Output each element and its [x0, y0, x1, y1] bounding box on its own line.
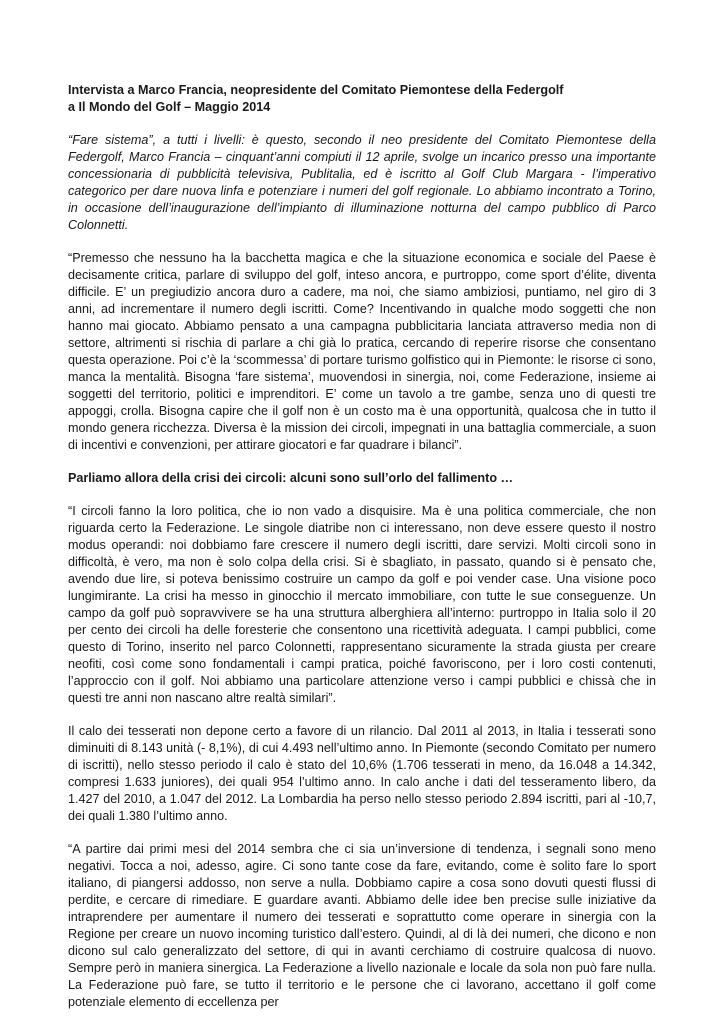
title-line-1: Intervista a Marco Francia, neopresidente del Comitato Piemontese della Federgolf — [68, 83, 564, 97]
answer-paragraph-2: “I circoli fanno la loro politica, che io non vado a disquisire. Ma è una politica commerciale, che non riguarda certo la Federazione. Le singole diatribe non ci interessano, non deve essere questo il nostro modus operandi: noi dobbiamo fare crescere il numero degli iscritti, dare servizi. Molti circoli sono in difficoltà, è vero, ma non è solo colpa della crisi. Si è sbagliato, in passato, quando si è pensato che, avendo due lire, si poteva benissimo costruire un campo da golf e poi vender case. Una visione poco lungimirante. La crisi ha messo in ginocchio il mercato immobiliare, con tutte le sue conseguenze. Un campo da golf può sopravvivere se ha una struttura alberghiera all’interno: purtroppo in Italia solo il 20 per cento dei circoli ha delle foresterie che consentono una ricettività adeguata. I campi pubblici, come questo di Torino, inserito nel parco Colonnetti, rappresentano sicuramente la strada giusta per creare neofiti, così come sono fondamentali i campi pratica, poiché favoriscono, per i loro costi contenuti, l’approccio con il golf. Noi abbiamo una particolare attenzione verso i campi pubblici e chissà che in questi tre anni non nascano altre realtà similari”. — [68, 504, 656, 705]
intro-paragraph: “Fare sistema”, a tutti i livelli: è questo, secondo il neo presidente del Comitato Piemontese della Federgolf, Marco Francia – cinquant’anni compiuti il 12 aprile, svolge un incarico presso una importante concessionaria di pubblicità televisiva, Publitalia, ed è iscritto al Golf Club Margara - l’imperativo categorico per dare nuova linfa e potenziare i numeri del golf regionale. Lo abbiamo incontrato a Torino, in occasione dell’inaugurazione dell’impianto di illuminazione notturna del campo pubblico di Parco Colonnetti. — [68, 133, 656, 232]
answer-paragraph-3: “A partire dai primi mesi del 2014 sembra che ci sia un’inversione di tendenza, i segnali sono meno negativi. Tocca a noi, adesso, agire. Ci sono tante cose da fare, evitando, come è solito fare lo sport italiano, di piangersi addosso, non serve a nulla. Dobbiamo capire a cosa sono dovuti questi flussi di perdite, e cercare di rimediare. E guardare avanti. Abbiamo delle idee ben precise sulle iniziative da intraprendere per aumentare il numero dei tesserati e soprattutto come operare in sinergia con la Regione per creare un nuovo incoming turistico dall’estero. Quindi, al di là dei numeri, che dicono e non dicono sul calo generalizzato del settore, di qui in avanti cerchiamo di costruire qualcosa di nuovo. Sempre però in maniera sinergica. La Federazione a livello nazionale e locale da sola non può fare nulla. La Federazione può fare, se tutto il territorio e le persone che ci lavorano, accettano il golf come potenziale elemento di eccellenza per — [68, 842, 656, 1009]
answer-paragraph-1: “Premesso che nessuno ha la bacchetta magica e che la situazione economica e sociale del Paese è decisamente critica, parlare di sviluppo del golf, inteso ancora, e purtroppo, come sport d’élite, diventa difficile. E’ un pregiudizio ancora duro a cadere, ma noi, che siamo ambiziosi, puntiamo, nel giro di 3 anni, ad incrementare il numero degli iscritti. Come? Incentivando in qualche modo soggetti che non hanno mai giocato. Abbiamo pensato a una campagna pubblicitaria lanciata attraverso media non di settore, altrimenti si rischia di parlare a chi già lo pratica, cercando di reperire risorse che consentano questa operazione. Poi c’è la ‘scommessa’ di portare turismo golfistico qui in Piemonte: le risorse ci sono, manca la mentalità. Bisogna ‘fare sistema’, muovendosi in sinergia, noi, come Federazione, insieme ai soggetti del territorio, politici e imprenditori. E’ come un tavolo a tre gambe, senza uno di questi tre appoggi, crolla. Bisogna capire che il golf non è un costo ma è una opportunità, qualcosa che in tutto il mondo genera ricchezza. Diversa è la mission dei circoli, impegnati in una battaglia commerciale, a suon di incentivi e convenzioni, per attirare giocatori e far quadrare i bilanci”. — [68, 251, 656, 452]
document-page — [68, 82, 656, 1027]
statistics-paragraph: Il calo dei tesserati non depone certo a favore di un rilancio. Dal 2011 al 2013, in Italia i tesserati sono diminuiti di 8.143 unità (- 8,1%), di cui 4.493 nell’ultimo anno. In Piemonte (secondo Comitato per numero di iscritti), nello stesso periodo il calo è stato del 10,6% (1.706 tesserati in meno, da 16.048 a 14.342, compresi 1.633 juniores), dei quali 954 l’ultimo anno. In calo anche i dati del tesseramento libero, da 1.427 del 2010, a 1.047 del 2012. La Lombardia ha perso nello stesso periodo 2.894 iscritti, pari al -10,7, dei quali 1.380 l’ultimo anno. — [68, 724, 656, 823]
article-title — [68, 82, 656, 116]
title-line-2: a Il Mondo del Golf – Maggio 2014 — [68, 100, 271, 114]
interview-question: Parliamo allora della crisi dei circoli: alcuni sono sull’orlo del fallimento … — [68, 471, 514, 485]
